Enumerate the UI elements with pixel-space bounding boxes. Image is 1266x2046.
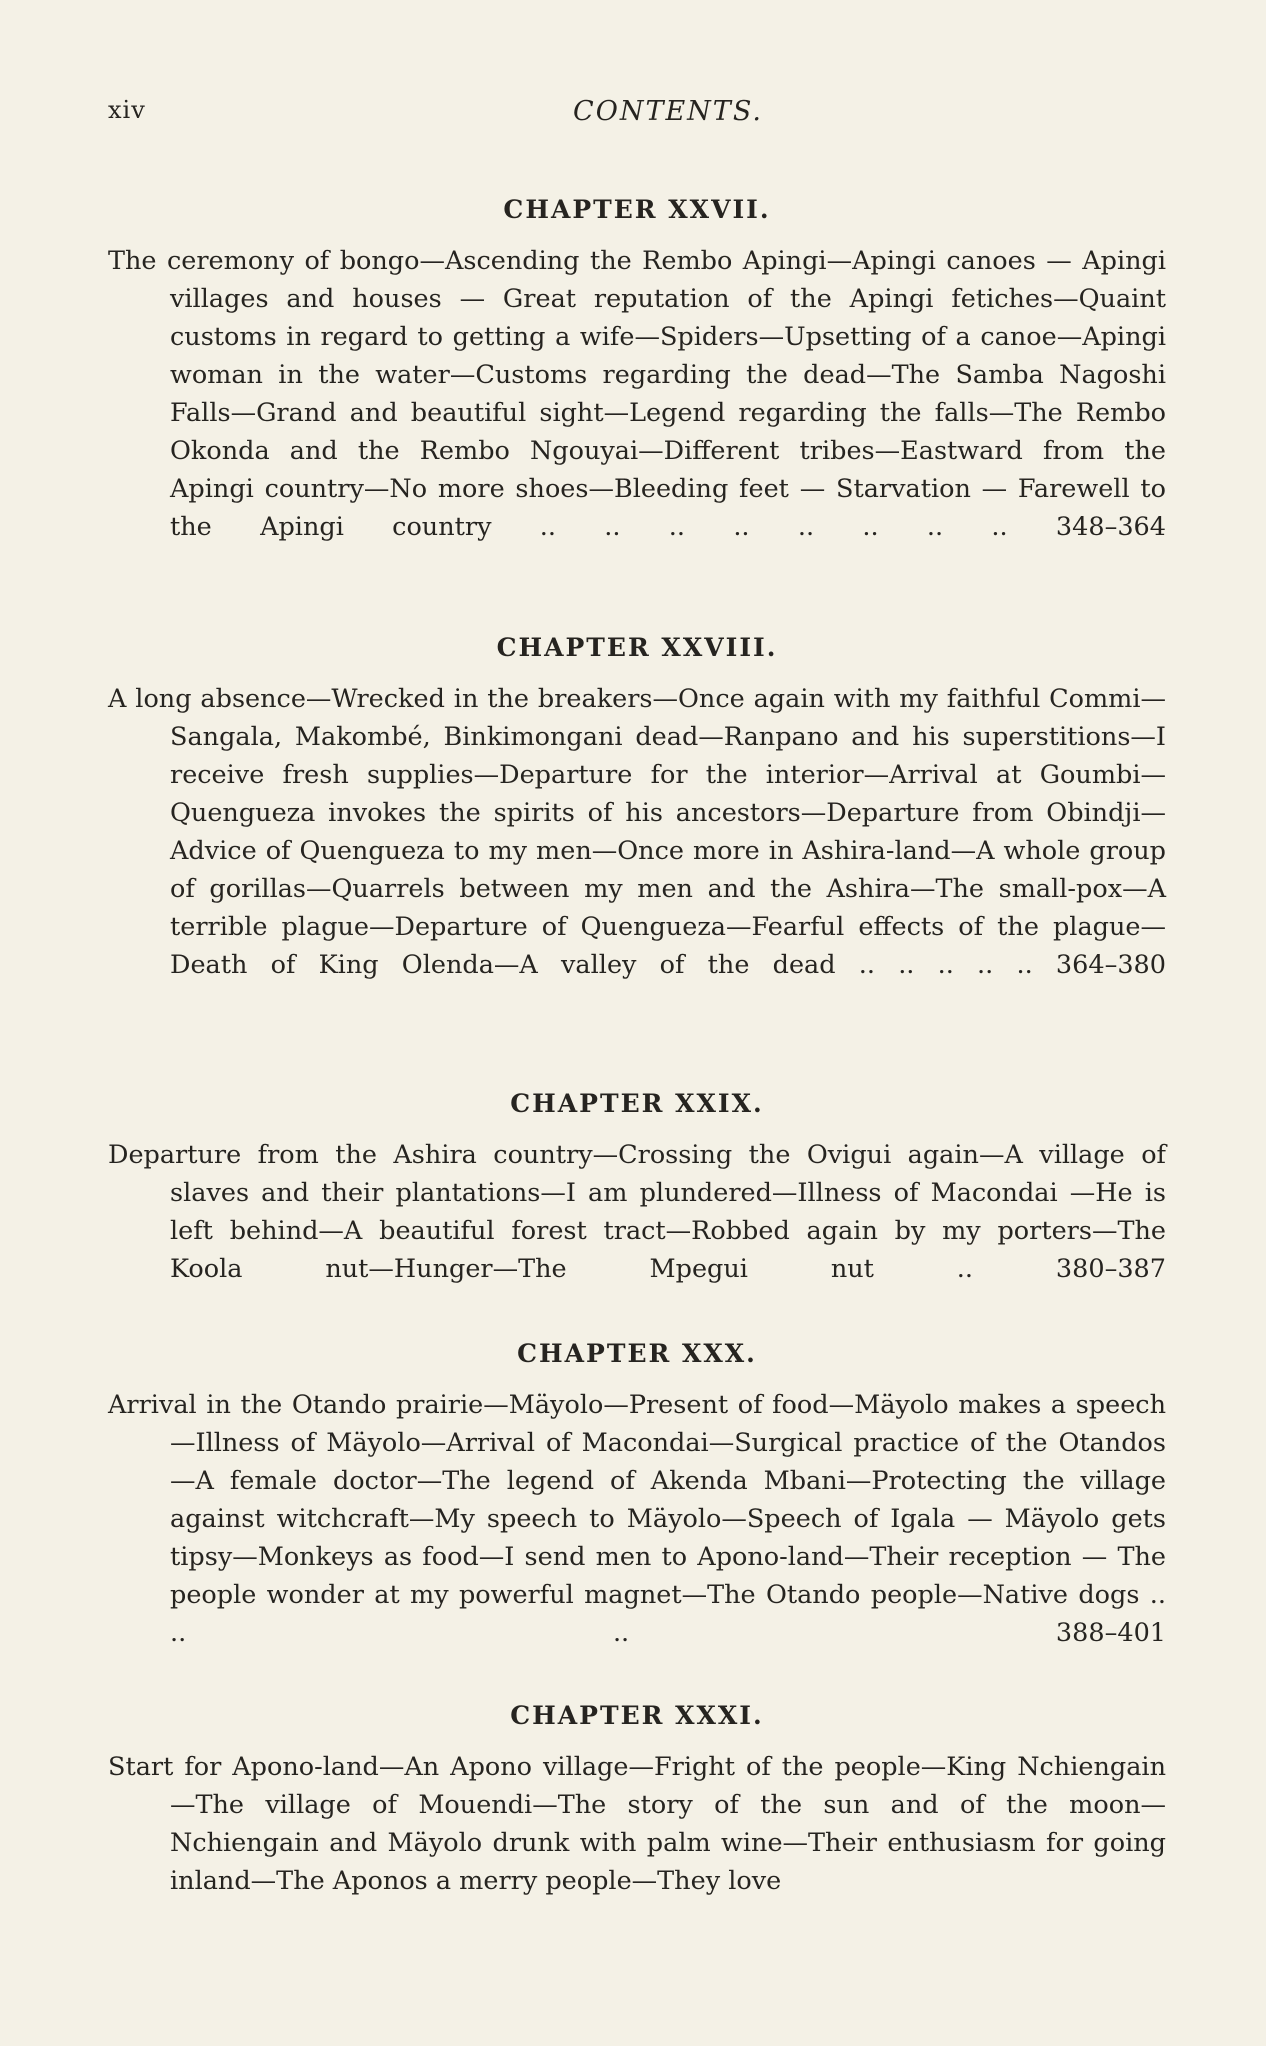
page-range: 364–380 bbox=[1055, 950, 1166, 980]
chapter-heading: CHAPTER XXXI. bbox=[510, 1701, 764, 1730]
chapter-synopsis bbox=[108, 680, 1166, 984]
chapter-heading: CHAPTER XXVIII. bbox=[496, 633, 778, 662]
synopsis-text: A long absence—Wrecked in the breakers—Once again with my faithful Commi—Sangala, Makombé, Binkimongani dead—Ranpano and his superstitions—I receive fresh supplies—Departure for the interior—Arrival at Goumbi—Quengueza invokes the spirits of his ancestors—Departure from Obindji—Advice of Quengueza to my men—Once more in Ashira-land—A whole group of gorillas—Quarrels between my men and the Ashira—The small-pox—A terrible plague—Departure of Quengueza—Fearful effects of the plague—Death of King Olenda—A valley of the dead .. .. .. .. .. bbox=[108, 684, 1166, 980]
page-number: xiv bbox=[108, 96, 146, 124]
synopsis-text: Start for Apono-land—An Apono village—Fright of the people—King Nchiengain—The village of Mouendi—The story of the sun and of the moon—Nchiengain and Mäyolo drunk with palm wine—Their enthusiasm for going inland—The Aponos a merry people—They love bbox=[108, 1752, 1166, 1896]
synopsis-text: Departure from the Ashira country—Crossing the Ovigui again—A village of slaves and their plantations—I am plundered—Illness of Macondai —He is left behind—A beautiful forest tract—Robbed again by my porters—The Koola nut—Hunger—The Mpegui nut .. bbox=[108, 1140, 1166, 1284]
page-range: 348–364 bbox=[1055, 512, 1166, 542]
chapter-synopsis bbox=[108, 1386, 1166, 1652]
chapter-synopsis bbox=[108, 1748, 1166, 1900]
synopsis-text: Arrival in the Otando prairie—Mäyolo—Present of food—Mäyolo makes a speech—Illness of Mäyolo—Arrival of Macondai—Surgical practice of the Otandos—A female doctor—The legend of Akenda Mbani—Protecting the village against witchcraft—My speech to Mäyolo—Speech of Igala — Mäyolo gets tipsy—Monkeys as food—I send men to Apono-land—Their reception — The people wonder at my powerful magnet—The Otando people—Native dogs .. .. .. bbox=[108, 1390, 1166, 1648]
chapter-entry bbox=[108, 1334, 1166, 1652]
synopsis-text: The ceremony of bongo—Ascending the Rembo Apingi—Apingi canoes — Apingi villages and houses — Great reputation of the Apingi fetiches—Quaint customs in regard to getting a wife—Spiders—Upsetting of a canoe—Apingi woman in the water—Customs regarding the dead—The Samba Nagoshi Falls—Grand and beautiful sight—Legend regarding the falls—The Rembo Okonda and the Rembo Ngouyai—Different tribes—Eastward from the Apingi country—No more shoes—Bleeding feet — Starvation — Farewell to the Apingi country .. .. .. .. .. .. .. .. bbox=[108, 246, 1166, 542]
chapter-entry bbox=[108, 1084, 1166, 1288]
page-range: 388–401 bbox=[1055, 1618, 1167, 1648]
page-range: 380–387 bbox=[1055, 1254, 1166, 1284]
chapter-entry bbox=[108, 628, 1166, 984]
chapter-synopsis bbox=[108, 242, 1166, 546]
running-title: CONTENTS. bbox=[573, 96, 763, 127]
running-head bbox=[108, 96, 1168, 136]
chapter-heading: CHAPTER XXIX. bbox=[510, 1089, 764, 1118]
chapter-entry bbox=[108, 190, 1166, 546]
chapter-heading: CHAPTER XXX. bbox=[517, 1339, 757, 1368]
chapter-synopsis bbox=[108, 1136, 1166, 1288]
chapter-entry bbox=[108, 1696, 1166, 1900]
chapter-heading: CHAPTER XXVII. bbox=[503, 195, 771, 224]
